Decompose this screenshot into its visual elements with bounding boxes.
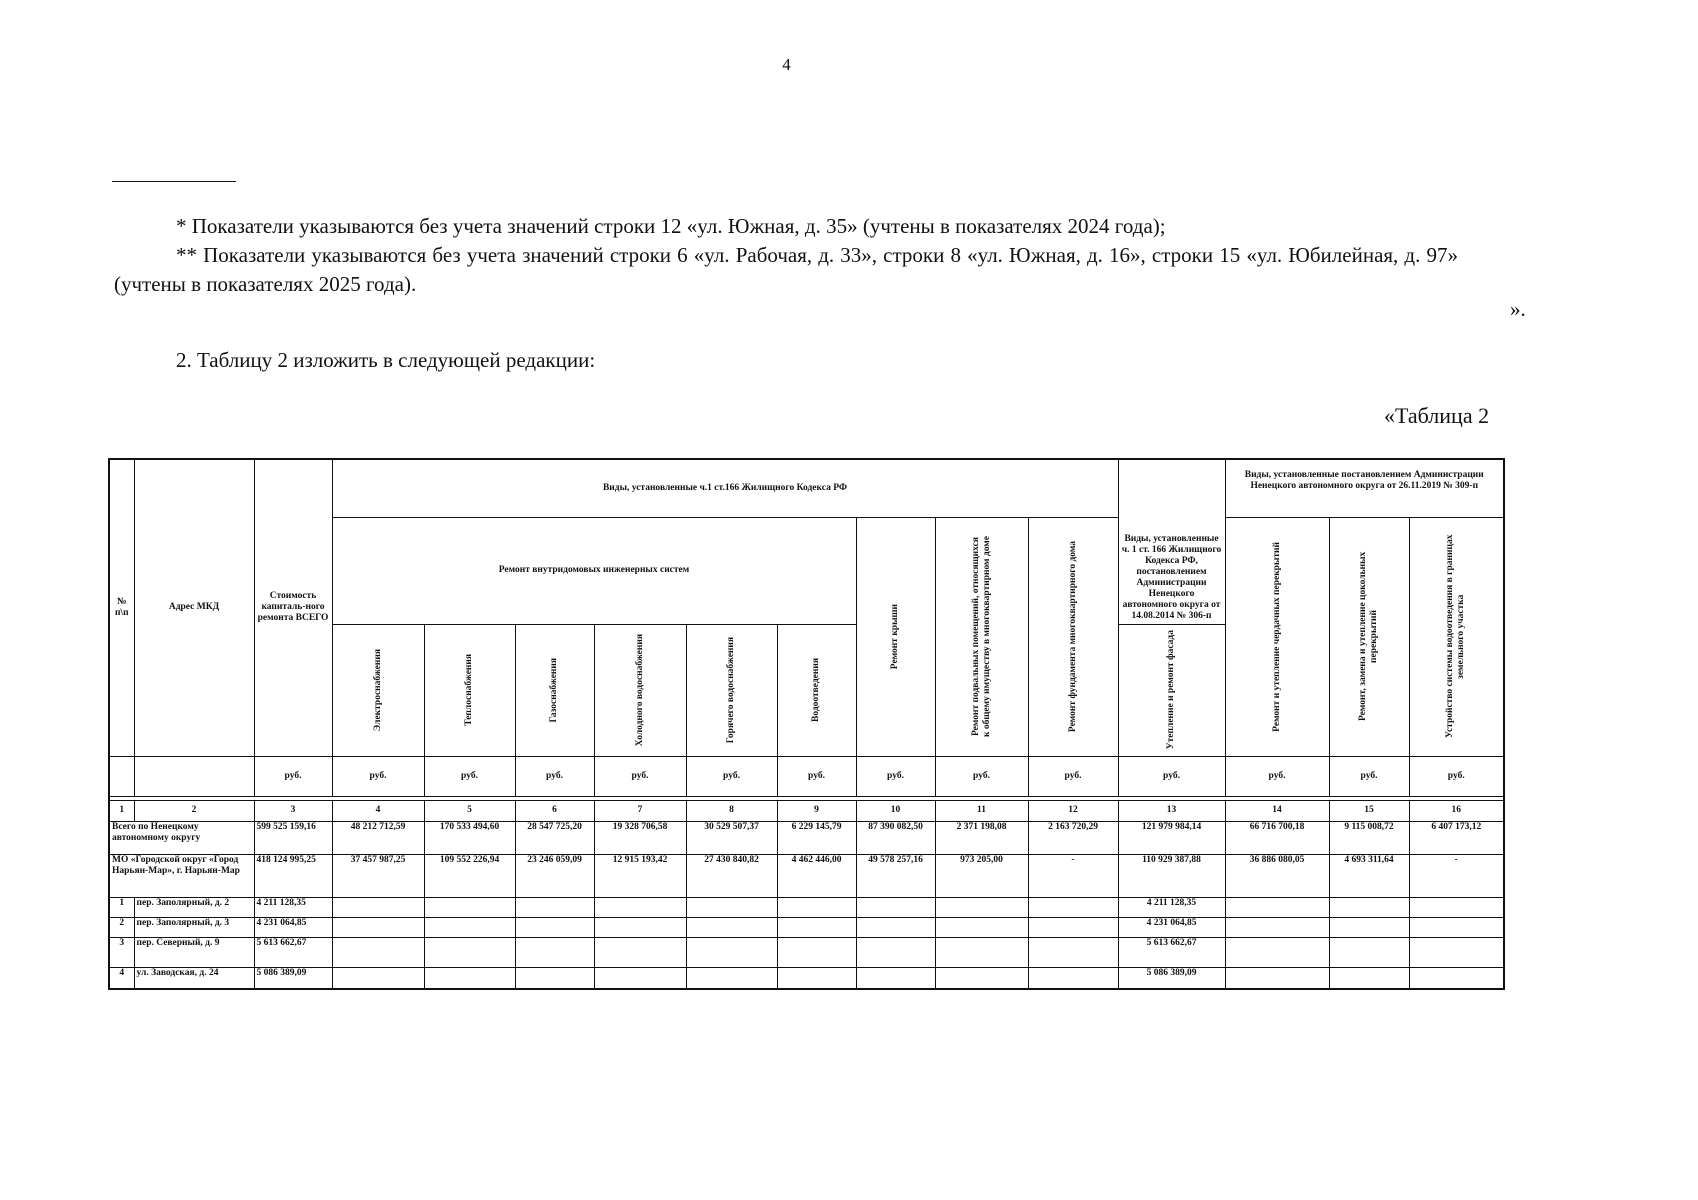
unit-cell: руб. [1028, 756, 1118, 796]
table-row [109, 967, 1504, 989]
cell-value [332, 967, 424, 989]
cell-value: 19 328 706,58 [594, 821, 686, 854]
cell-value: 6 407 173,12 [1409, 821, 1504, 854]
header-c10 [856, 517, 935, 756]
cell-value: 12 915 193,42 [594, 854, 686, 897]
header-c13 [1118, 624, 1225, 756]
header-c5-text: Теплоснабжения [464, 654, 474, 726]
header-c10-text: Ремонт крыши [890, 603, 900, 670]
header-c12-text: Ремонт фундамента многоквартирного дома [1067, 540, 1078, 733]
column-number: 4 [332, 800, 424, 821]
capital-repair-table [108, 458, 1505, 990]
column-number: 3 [254, 800, 332, 821]
header-group-mid: Виды, установленные ч. 1 ст. 166 Жилищного Кодекса РФ, постановлением Администрации Ненецкого автономного округа от 14.08.2014 № 306-п [1118, 459, 1225, 624]
cell-value: 37 457 987,25 [332, 854, 424, 897]
cell-value: 27 430 840,82 [686, 854, 777, 897]
cell-value [594, 937, 686, 967]
cell-value [1409, 917, 1504, 937]
header-group-housing-code: Виды, установленные ч.1 ст.166 Жилищного Кодекса РФ [332, 459, 1118, 517]
cell-value [686, 967, 777, 989]
header-c15-text: Ремонт, замена и утепление цокольных перекрытий [1358, 551, 1379, 722]
cell-value: - [1409, 854, 1504, 897]
cell-value: 9 115 008,72 [1329, 821, 1409, 854]
cell-value [686, 897, 777, 917]
cell-value [935, 897, 1028, 917]
cell-value: 973 205,00 [935, 854, 1028, 897]
cell-value [686, 937, 777, 967]
cell-value: 66 716 700,18 [1225, 821, 1329, 854]
cell-value [1409, 897, 1504, 917]
cell-value: 5 613 662,67 [1118, 937, 1225, 967]
cell-value [424, 937, 515, 967]
cell-value [686, 917, 777, 937]
cell-value [856, 937, 935, 967]
cell-value [777, 967, 856, 989]
unit-cell: руб. [856, 756, 935, 796]
cell-value [1028, 897, 1118, 917]
cell-value [1028, 917, 1118, 937]
row-address: пер. Заполярный, д. 2 [134, 897, 254, 917]
cell-value: 4 231 064,85 [1118, 917, 1225, 937]
header-c11 [935, 517, 1028, 756]
cell-value: 4 231 064,85 [254, 917, 332, 937]
unit-cell: руб. [1329, 756, 1409, 796]
cell-value: 170 533 494,60 [424, 821, 515, 854]
unit-cell-empty [134, 756, 254, 796]
cell-value [424, 897, 515, 917]
column-number: 1 [109, 800, 134, 821]
header-c7 [594, 624, 686, 756]
column-number: 13 [1118, 800, 1225, 821]
table-row-municipality [109, 854, 1504, 897]
cell-value: 4 211 128,35 [254, 897, 332, 917]
cell-value: 4 462 446,00 [777, 854, 856, 897]
header-c9-text: Водоотведения [811, 658, 821, 722]
unit-cell: руб. [1409, 756, 1504, 796]
cell-value [515, 937, 594, 967]
column-number: 15 [1329, 800, 1409, 821]
cell-value: 109 552 226,94 [424, 854, 515, 897]
cell-value [1329, 937, 1409, 967]
row-number: 2 [109, 917, 134, 937]
footnote-1: * Показатели указываются без учета значений строки 12 «ул. Южная, д. 35» (учтены в показателях 2024 года); [176, 214, 1166, 238]
column-number: 6 [515, 800, 594, 821]
unit-cell: руб. [424, 756, 515, 796]
cell-value [332, 937, 424, 967]
cell-value: 2 163 720,29 [1028, 821, 1118, 854]
unit-cell: руб. [332, 756, 424, 796]
cell-value: 110 929 387,88 [1118, 854, 1225, 897]
column-number: 10 [856, 800, 935, 821]
cell-value [1028, 937, 1118, 967]
footnote-separator [112, 181, 236, 182]
cell-value [424, 917, 515, 937]
section-text: 2. Таблицу 2 изложить в следующей редакции: [176, 348, 596, 372]
cell-value [935, 967, 1028, 989]
cell-value [515, 967, 594, 989]
header-c4-text: Электроснабжения [372, 648, 383, 732]
column-number: 8 [686, 800, 777, 821]
header-c9 [777, 624, 856, 756]
cell-value [594, 967, 686, 989]
cell-value: 87 390 082,50 [856, 821, 935, 854]
column-number: 12 [1028, 800, 1118, 821]
header-address: Адрес МКД [134, 459, 254, 756]
cell-value [1225, 937, 1329, 967]
header-c14-text: Ремонт и утепление чердачных перекрытий [1271, 541, 1282, 732]
cell-value: 48 212 712,59 [332, 821, 424, 854]
cell-value [1329, 897, 1409, 917]
cell-value: 5 613 662,67 [254, 937, 332, 967]
row-number: 1 [109, 897, 134, 917]
cell-value [332, 897, 424, 917]
cell-value [1409, 937, 1504, 967]
column-number-row [109, 800, 1504, 821]
cell-value [935, 917, 1028, 937]
cell-value [1225, 917, 1329, 937]
cell-value: - [1028, 854, 1118, 897]
row-number: 4 [109, 967, 134, 989]
cell-value [856, 967, 935, 989]
header-c4 [332, 624, 424, 756]
unit-cell: руб. [254, 756, 332, 796]
cell-value: 6 229 145,79 [777, 821, 856, 854]
cell-value [594, 897, 686, 917]
row-label: Всего по Ненецкому автономному округу [109, 821, 254, 854]
column-number: 2 [134, 800, 254, 821]
column-number: 5 [424, 800, 515, 821]
row-address: пер. Северный, д. 9 [134, 937, 254, 967]
cell-value [1329, 967, 1409, 989]
header-c6 [515, 624, 594, 756]
cell-value: 418 124 995,25 [254, 854, 332, 897]
cell-value [332, 917, 424, 937]
header-total-cost: Стоимость капиталь-ного ремонта ВСЕГО [254, 459, 332, 756]
column-number: 11 [935, 800, 1028, 821]
cell-value [594, 917, 686, 937]
unit-cell: руб. [686, 756, 777, 796]
column-number: 14 [1225, 800, 1329, 821]
cell-value [777, 897, 856, 917]
row-label: МО «Городской округ «Город Нарьян-Мар», г. Нарьян-Мар [109, 854, 254, 897]
cell-value: 2 371 198,08 [935, 821, 1028, 854]
cell-value [1225, 897, 1329, 917]
cell-value [935, 937, 1028, 967]
header-group-right: Виды, установленные постановлением Администрации Ненецкого автономного округа от 26.11.2019 № 309-п [1225, 459, 1504, 517]
header-c6-text: Газоснабжения [549, 657, 559, 723]
header-c5 [424, 624, 515, 756]
cell-value [515, 897, 594, 917]
row-address: ул. Заводская, д. 24 [134, 967, 254, 989]
unit-cell: руб. [935, 756, 1028, 796]
table-row-total [109, 821, 1504, 854]
unit-cell: руб. [515, 756, 594, 796]
table-caption: «Таблица 2 [1384, 403, 1490, 428]
table-row [109, 897, 1504, 917]
cell-value [1409, 967, 1504, 989]
header-c12 [1028, 517, 1118, 756]
cell-value [1028, 967, 1118, 989]
column-number: 7 [594, 800, 686, 821]
unit-cell-empty [109, 756, 134, 796]
cell-value: 28 547 725,20 [515, 821, 594, 854]
header-c8 [686, 624, 777, 756]
row-number: 3 [109, 937, 134, 967]
table-row [109, 917, 1504, 937]
cell-value: 5 086 389,09 [254, 967, 332, 989]
cell-value [1225, 967, 1329, 989]
cell-value: 36 886 080,05 [1225, 854, 1329, 897]
header-c13-text: Утепление и ремонт фасада [1166, 630, 1176, 750]
header-c14 [1225, 517, 1329, 756]
footnote-2: ** Показатели указываются без учета значений строки 6 «ул. Рабочая, д. 33», строки 8 «ул. Южная, д. 16», строки 15 «ул. Юбилейная, д. 97» (учтены в показателях 2025 года). [114, 243, 1458, 296]
closing-quote: ». [1510, 297, 1526, 321]
cell-value: 23 246 059,09 [515, 854, 594, 897]
cell-value [856, 917, 935, 937]
row-address: пер. Заполярный, д. 3 [134, 917, 254, 937]
unit-row [109, 756, 1504, 796]
unit-cell: руб. [1225, 756, 1329, 796]
header-c16 [1409, 517, 1504, 756]
unit-cell: руб. [777, 756, 856, 796]
page-number: 4 [782, 55, 791, 74]
header-group-engineering: Ремонт внутридомовых инженерных систем [332, 517, 856, 624]
cell-value [1329, 917, 1409, 937]
cell-value [777, 937, 856, 967]
header-num: № п\п [109, 459, 134, 756]
cell-value: 4 211 128,35 [1118, 897, 1225, 917]
cell-value: 5 086 389,09 [1118, 967, 1225, 989]
header-c8-text: Горячего водоснабжения [726, 636, 736, 744]
cell-value: 599 525 159,16 [254, 821, 332, 854]
table-row [109, 937, 1504, 967]
column-number: 16 [1409, 800, 1504, 821]
cell-value [515, 917, 594, 937]
header-c7-text: Холодного водоснабжения [634, 633, 645, 747]
header-c11-text: Ремонт подвальных помещений, относящихся к общему имуществу в многоквартирном доме [970, 536, 992, 737]
cell-value: 121 979 984,14 [1118, 821, 1225, 854]
unit-cell: руб. [594, 756, 686, 796]
unit-cell: руб. [1118, 756, 1225, 796]
header-c15 [1329, 517, 1409, 756]
column-number: 9 [777, 800, 856, 821]
cell-value: 49 578 257,16 [856, 854, 935, 897]
cell-value: 4 693 311,64 [1329, 854, 1409, 897]
header-c16-text: Устройство системы водоотведения в границах земельного участка [1445, 534, 1467, 739]
cell-value [777, 917, 856, 937]
cell-value [424, 967, 515, 989]
cell-value: 30 529 507,37 [686, 821, 777, 854]
cell-value [856, 897, 935, 917]
